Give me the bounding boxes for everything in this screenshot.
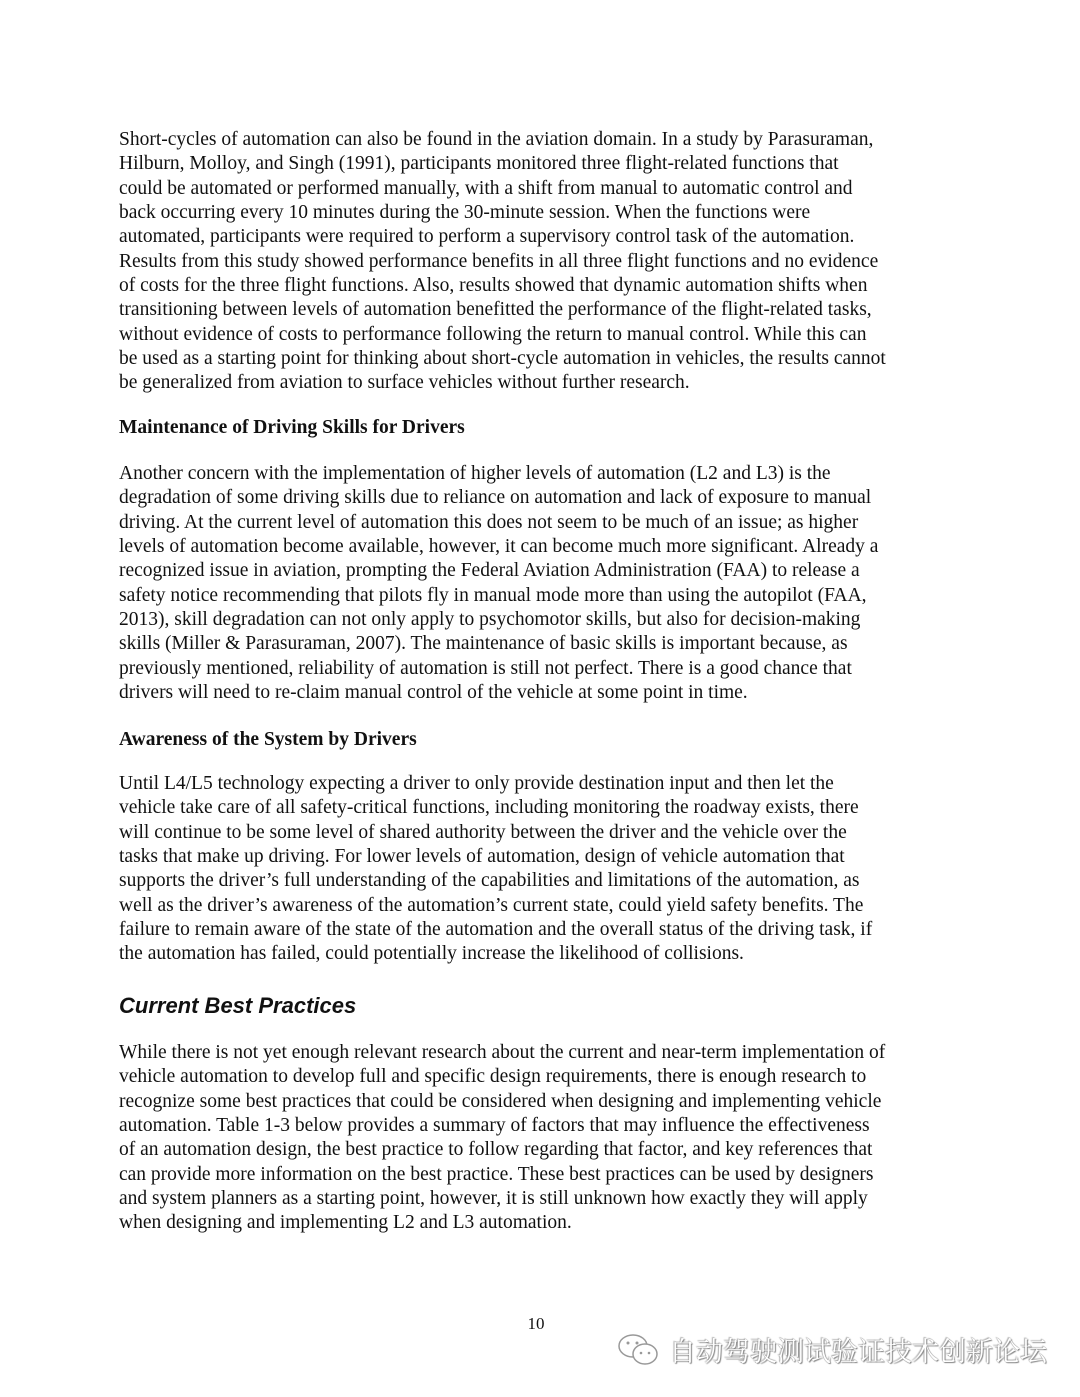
text-line: transitioning between levels of automation benefitted the performance of the flight-related tasks, — [119, 299, 872, 321]
text-line: recognize some best practices that could be considered when designing and implementing vehicle — [119, 1090, 882, 1112]
paragraph-skill-degradation — [119, 462, 878, 705]
text-line: be generalized from aviation to surface vehicles without further research. — [119, 372, 690, 394]
text-line: of an automation design, the best practice to follow regarding that factor, and key references that — [119, 1139, 873, 1161]
text-line: can provide more information on the best practice. These best practices can be used by designers — [119, 1163, 874, 1185]
text-line: driving. At the current level of automation this does not seem to be much of an issue; as higher — [119, 511, 859, 533]
text-line: recognized issue in aviation, prompting the Federal Aviation Administration (FAA) to release a — [119, 560, 860, 582]
text-line: of costs for the three flight functions. Also, results showed that dynamic automation shifts when — [119, 275, 868, 297]
text-line: the automation has failed, could potentially increase the likelihood of collisions. — [119, 943, 744, 965]
wechat-icon — [617, 1332, 661, 1368]
heading-awareness: Awareness of the System by Drivers — [119, 729, 417, 750]
text-line: safety notice recommending that pilots fly in manual mode more than using the autopilot (FAA, — [119, 584, 867, 606]
text-line: Hilburn, Molloy, and Singh (1991), participants monitored three flight-related functions that — [119, 153, 839, 175]
text-line: Results from this study showed performance benefits in all three flight functions and no evidence — [119, 250, 879, 272]
text-line: could be automated or performed manually, with a shift from manual to automatic control and — [119, 177, 853, 199]
text-line: and system planners as a starting point, however, it is still unknown how exactly they will apply — [119, 1188, 868, 1210]
text-line: degradation of some driving skills due to reliance on automation and lack of exposure to manual — [119, 487, 872, 509]
text-line: supports the driver’s full understanding of the capabilities and limitations of the automation, as — [119, 870, 860, 892]
paragraph-system-awareness — [119, 772, 872, 967]
heading-best-practices: Current Best Practices — [119, 993, 357, 1018]
paragraph-short-cycles — [119, 128, 886, 396]
text-line: automated, participants were required to perform a supervisory control task of the automation. — [119, 226, 855, 248]
text-line: previously mentioned, reliability of automation is still not perfect. There is a good chance that — [119, 657, 852, 679]
paragraph-best-practices — [119, 1041, 885, 1236]
text-line: Another concern with the implementation of higher levels of automation (L2 and L3) is the — [119, 463, 831, 484]
text-line: well as the driver’s awareness of the automation’s current state, could yield safety benefits. The — [119, 894, 864, 916]
text-line: 2013), skill degradation can not only apply to psychomotor skills, but also for decision-making — [119, 609, 861, 631]
text-line: vehicle automation to develop full and specific design requirements, there is enough research to — [119, 1066, 867, 1088]
text-line: vehicle take care of all safety-critical functions, including monitoring the roadway exists, there — [119, 797, 859, 819]
page-number: 10 — [527, 1314, 545, 1333]
text-line: failure to remain aware of the state of the automation and the overall status of the driving task, if — [119, 919, 873, 941]
watermark — [617, 1330, 1047, 1369]
heading-maintenance: Maintenance of Driving Skills for Drivers — [119, 417, 465, 438]
text-line: While there is not yet enough relevant research about the current and near-term implementation of — [119, 1042, 886, 1063]
text-line: without evidence of costs to performance following the return to manual control. While this can — [119, 323, 867, 345]
text-line: skills (Miller & Parasuraman, 2007). The maintenance of basic skills is important because, as — [119, 633, 848, 655]
text-line: automation. Table 1-3 below provides a summary of factors that may influence the effectiveness — [119, 1115, 870, 1137]
watermark-text: 自动驾驶测试验证技术创新论坛 — [669, 1337, 1047, 1368]
text-line: drivers will need to re-claim manual control of the vehicle at some point in time. — [119, 682, 748, 704]
text-line: will continue to be some level of shared authority between the driver and the vehicle over the — [119, 821, 847, 843]
text-line: when designing and implementing L2 and L3 automation. — [119, 1212, 572, 1234]
text-line: Until L4/L5 technology expecting a driver to only provide destination input and then let the — [119, 773, 834, 794]
text-line: back occurring every 10 minutes during the 30-minute session. When the functions were — [119, 202, 811, 224]
text-line: levels of automation become available, however, it can become much more significant. Already a — [119, 536, 879, 558]
text-line: tasks that make up driving. For lower levels of automation, design of vehicle automation that — [119, 846, 845, 868]
text-line: be used as a starting point for thinking about short-cycle automation in vehicles, the results cannot — [119, 348, 886, 370]
text-line: Short-cycles of automation can also be found in the aviation domain. In a study by Parasuraman, — [119, 129, 874, 150]
